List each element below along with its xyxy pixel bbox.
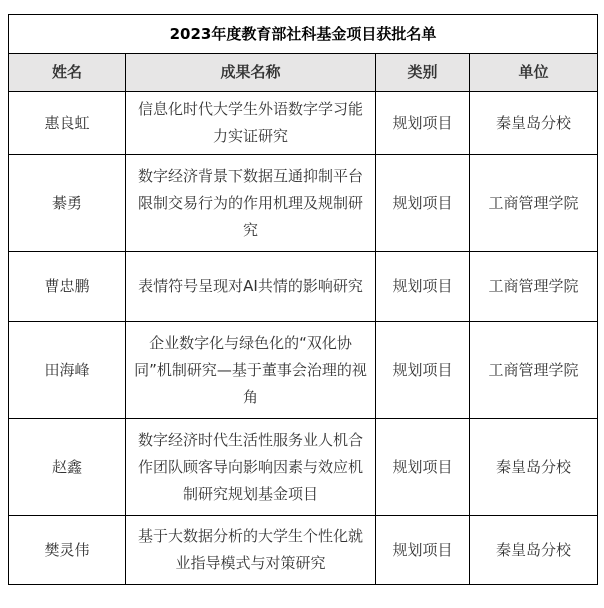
cell-category: 规划项目 [376, 516, 470, 585]
cell-unit: 秦皇岛分校 [470, 419, 598, 516]
cell-project [126, 516, 376, 585]
header-category: 类别 [376, 54, 470, 92]
award-list-table [8, 14, 598, 585]
cell-unit: 工商管理学院 [470, 155, 598, 252]
project-title: 企业数字化与绿色化的“双化协同”机制研究—基于董事会治理的视角 [134, 333, 367, 406]
cell-unit: 工商管理学院 [470, 252, 598, 322]
header-project: 成果名称 [126, 54, 376, 92]
cell-category: 规划项目 [376, 419, 470, 516]
table-row [9, 322, 598, 419]
cell-name: 惠良虹 [9, 92, 126, 155]
cell-project [126, 155, 376, 252]
table-title: 2023年度教育部社科基金项目获批名单 [9, 15, 598, 54]
cell-project [126, 419, 376, 516]
cell-category: 规划项目 [376, 252, 470, 322]
table-row [9, 92, 598, 155]
table-row [9, 516, 598, 585]
table-row [9, 155, 598, 252]
table-row [9, 252, 598, 322]
table-row [9, 419, 598, 516]
project-title: 数字经济背景下数据互通抑制平台限制交易行为的作用机理及规制研究 [137, 166, 363, 239]
cell-unit: 工商管理学院 [470, 322, 598, 419]
header-name: 姓名 [9, 54, 126, 92]
cell-name: 田海峰 [9, 322, 126, 419]
cell-category: 规划项目 [376, 92, 470, 155]
project-title: 表情符号呈现对AI共情的影响研究 [138, 277, 363, 295]
project-title: 数字经济时代生活性服务业人机合作团队顾客导向影响因素与效应机制研究规划基金项目 [137, 430, 363, 503]
project-title: 信息化时代大学生外语数字学习能力实证研究 [137, 100, 363, 145]
header-unit: 单位 [470, 54, 598, 92]
cell-project [126, 92, 376, 155]
cell-name: 綦勇 [9, 155, 126, 252]
project-title: 基于大数据分析的大学生个性化就业指导模式与对策研究 [137, 527, 363, 572]
cell-project [126, 252, 376, 322]
caption-row [9, 15, 598, 54]
cell-name: 樊灵伟 [9, 516, 126, 585]
cell-unit: 秦皇岛分校 [470, 516, 598, 585]
header-row [9, 54, 598, 92]
cell-category: 规划项目 [376, 155, 470, 252]
cell-project [126, 322, 376, 419]
cell-category: 规划项目 [376, 322, 470, 419]
cell-unit: 秦皇岛分校 [470, 92, 598, 155]
cell-name: 赵鑫 [9, 419, 126, 516]
cell-name: 曹忠鹏 [9, 252, 126, 322]
